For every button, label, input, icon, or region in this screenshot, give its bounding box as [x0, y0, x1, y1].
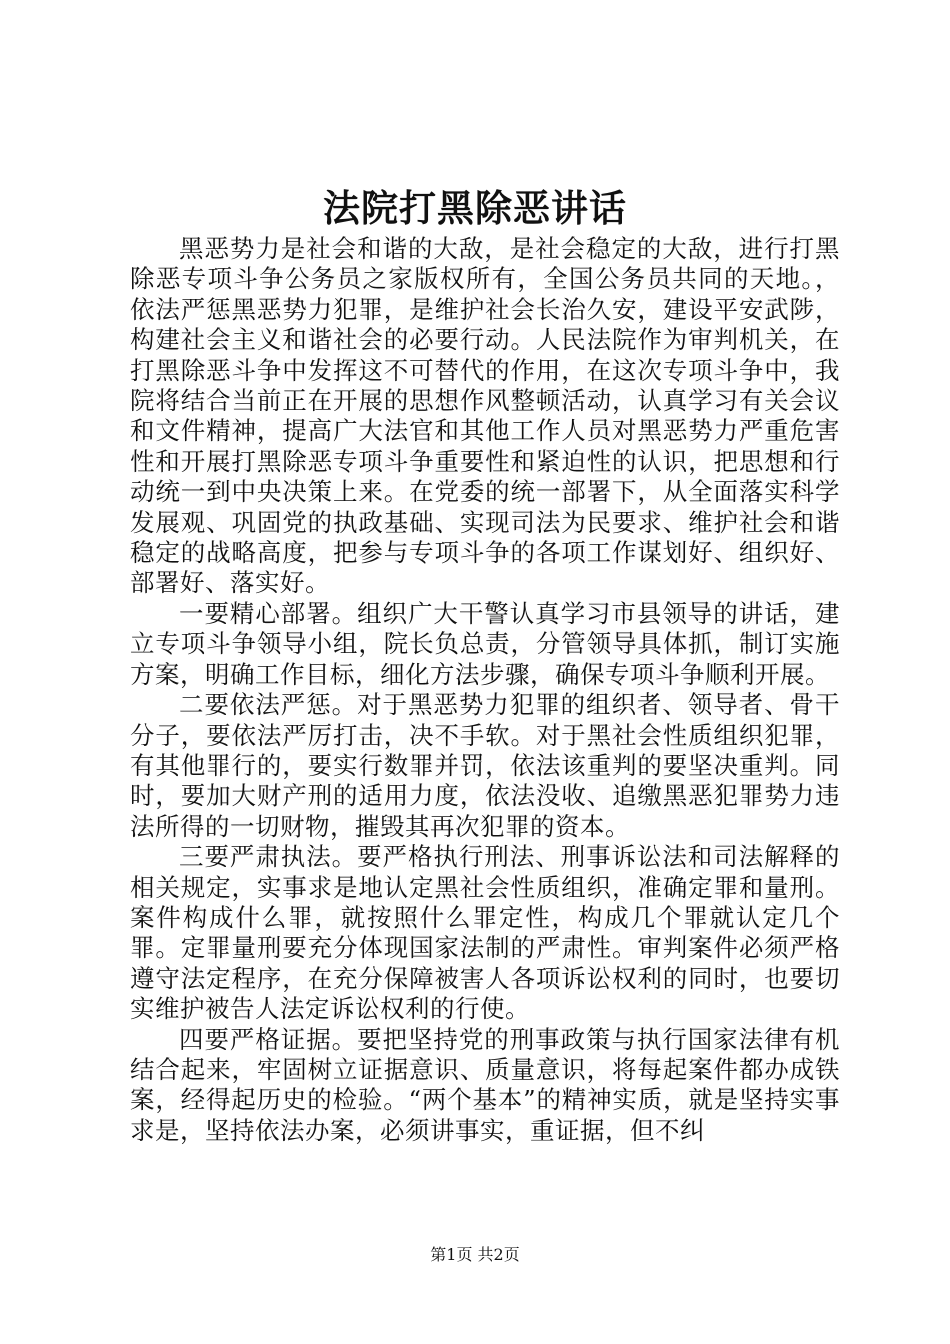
paragraph-point-3: 三要严肃执法。要严格执行刑法、刑事诉讼法和司法解释的相关规定，实事求是地认定黑社会性质组织，准确定罪和量刑。案件构成什么罪，就按照什么罪定性，构成几个罪就认定几个罪。定罪量刑要充分体现国家法制的严肃性。审判案件必须严格遵守法定程序，在充分保障被害人各项诉讼权利的同时，也要切实维护被告人法定诉讼权利的行使。	[130, 842, 840, 1024]
paragraph-intro: 黑恶势力是社会和谐的大敌，是社会稳定的大敌，进行打黑除恶专项斗争公务员之家版权所有，全国公务员共同的天地。，依法严惩黑恶势力犯罪，是维护社会长治久安，建设平安武陟，构建社会主义和谐社会的必要行动。人民法院作为审判机关，在打黑除恶斗争中发挥这不可替代的作用，在这次专项斗争中，我院将结合当前正在开展的思想作风整顿活动，认真学习有关会议和文件精神，提高广大法官和其他工作人员对黑恶势力严重危害性和开展打黑除恶专项斗争重要性和紧迫性的认识，把思想和行动统一到中央决策上来。在党委的统一部署下，从全面落实科学发展观、巩固党的执政基础、实现司法为民要求、维护社会和谐稳定的战略高度，把参与专项斗争的各项工作谋划好、组织好、部署好、落实好。	[130, 234, 840, 598]
page-footer: 第1页 共2页	[430, 1245, 520, 1264]
document-title: 法院打黑除恶讲话	[323, 186, 627, 230]
paragraph-point-4: 四要严格证据。要把坚持党的刑事政策与执行国家法律有机结合起来，牢固树立证据意识、质量意识，将每起案件都办成铁案，经得起历史的检验。“两个基本”的精神实质，就是坚持实事求是，坚持依法办案，必须讲事实，重证据，但不纠	[130, 1024, 840, 1145]
paragraph-point-1: 一要精心部署。组织广大干警认真学习市县领导的讲话，建立专项斗争领导小组，院长负总责，分管领导具体抓，制订实施方案，明确工作目标，细化方法步骤，确保专项斗争顺利开展。	[130, 598, 840, 689]
paragraph-point-2: 二要依法严惩。对于黑恶势力犯罪的组织者、领导者、骨干分子，要依法严厉打击，决不手软。对于黑社会性质组织犯罪，有其他罪行的，要实行数罪并罚，依法该重判的要坚决重判。同时，要加大财产刑的适用力度，依法没收、追缴黑恶犯罪势力违法所得的一切财物，摧毁其再次犯罪的资本。	[130, 690, 840, 841]
document-body	[130, 234, 840, 1146]
